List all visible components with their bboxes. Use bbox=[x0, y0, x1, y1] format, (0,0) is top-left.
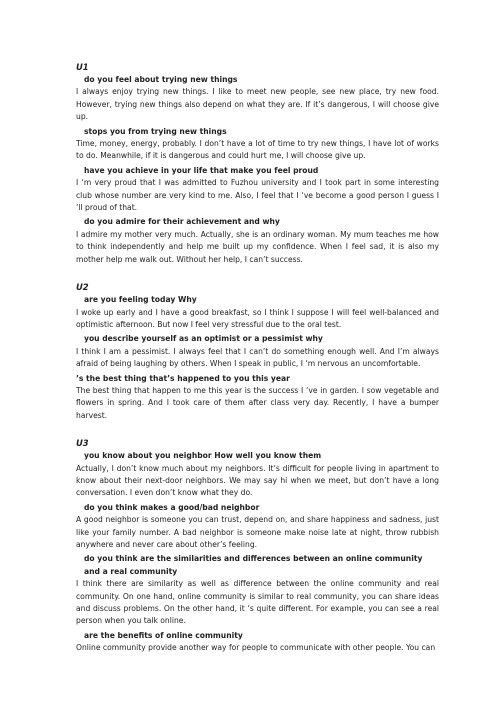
answer-paragraph: Time, money, energy, probably. I don’t have a lot of time to try new things, I have lot of works to do. Meanwhile, if it is dangerous and could hurt me, I will choose give up. bbox=[76, 139, 439, 161]
answer-paragraph: I think I am a pessimist. I always feel that I can’t do something enough well. And I’m always afraid of being laughing by others. When I speak in public, I ‘m nervous an uncomfortable. bbox=[76, 346, 439, 369]
answer-paragraph: The best thing that happen to me this year is the success I ‘ve in garden. I sow vegetable and flowers in spring. And I took care of them after class very day. Recently, I have a bumper harvest. bbox=[76, 385, 439, 420]
question-heading: you know about you neighbor How well you know them bbox=[84, 451, 322, 461]
question-heading: do you admire for their achievement and why bbox=[84, 217, 280, 227]
question-heading: are you feeling today Why bbox=[84, 295, 197, 305]
answer-paragraph: I always enjoy trying new things. I like to meet new people, see new place, try new food. However, trying new things also depend on what they are. If it’s dangerous, I will choose give up. bbox=[76, 87, 439, 122]
unit-section bbox=[76, 60, 439, 266]
question-heading: ’s the best thing that’s happened to you this year bbox=[76, 373, 290, 383]
unit-section bbox=[76, 436, 439, 655]
answer-paragraph: I admire my mother very much. Actually, she is an ordinary woman. My mum teaches me how to think independently and help me built up my confidence. When I feel sad, it is also my mother help me walk out. Without her help, I can’t success. bbox=[76, 229, 439, 264]
question-heading: you describe yourself as an optimist or a pessimist why bbox=[84, 334, 323, 344]
question-heading: do you think are the similarities and differences between an online community and a real community bbox=[84, 554, 423, 576]
answer-paragraph: I woke up early and I have a good breakfast, so I think I suppose I will feel well-balanced and optimistic afternoon. But now I feel very stressful due to the oral test. bbox=[76, 307, 439, 329]
answer-paragraph: A good neighbor is someone you can trust, depend on, and share happiness and sadness, just like your family number. A bad neighbor is someone make noise late at night, throw rubbish anywhere and never care about other’s feeling. bbox=[76, 515, 439, 549]
answer-paragraph: Actually, I don’t know much about my neighbors. It’s difficult for people living in apartment to know about their next-door neighbors. We may say hi when we meet, but don’t have a long conversation. I even don’t know what they do. bbox=[76, 463, 439, 498]
question-heading: are the benefits of online community bbox=[84, 630, 243, 640]
question-heading: do you feel about trying new things bbox=[84, 75, 238, 84]
unit-title: U1 bbox=[76, 62, 89, 72]
question-heading: have you achieve in your life that make you feel proud bbox=[84, 165, 319, 175]
question-heading: do you think makes a good/bad neighbor bbox=[84, 502, 260, 512]
answer-paragraph: Online community provide another way for people to communicate with other people. You can bbox=[76, 643, 436, 653]
unit-section bbox=[76, 280, 439, 422]
answer-paragraph: I think there are similarity as well as difference between the online community and real community. On one hand, online community is similar to real community, you can share ideas and discuss problems. On the other hand, it ‘s quite different. For example, you can see a real person when you talk online. bbox=[76, 579, 439, 626]
unit-title: U3 bbox=[76, 438, 89, 449]
answer-paragraph: I ‘m very proud that I was admitted to Fuzhou university and I took part in some interesting club whose number are very kind to me. Also, I feel that I ‘ve become a good person I guess I ‘ll proud of that. bbox=[76, 178, 439, 213]
unit-title: U2 bbox=[76, 282, 89, 293]
question-heading: stops you from trying new things bbox=[84, 126, 227, 136]
